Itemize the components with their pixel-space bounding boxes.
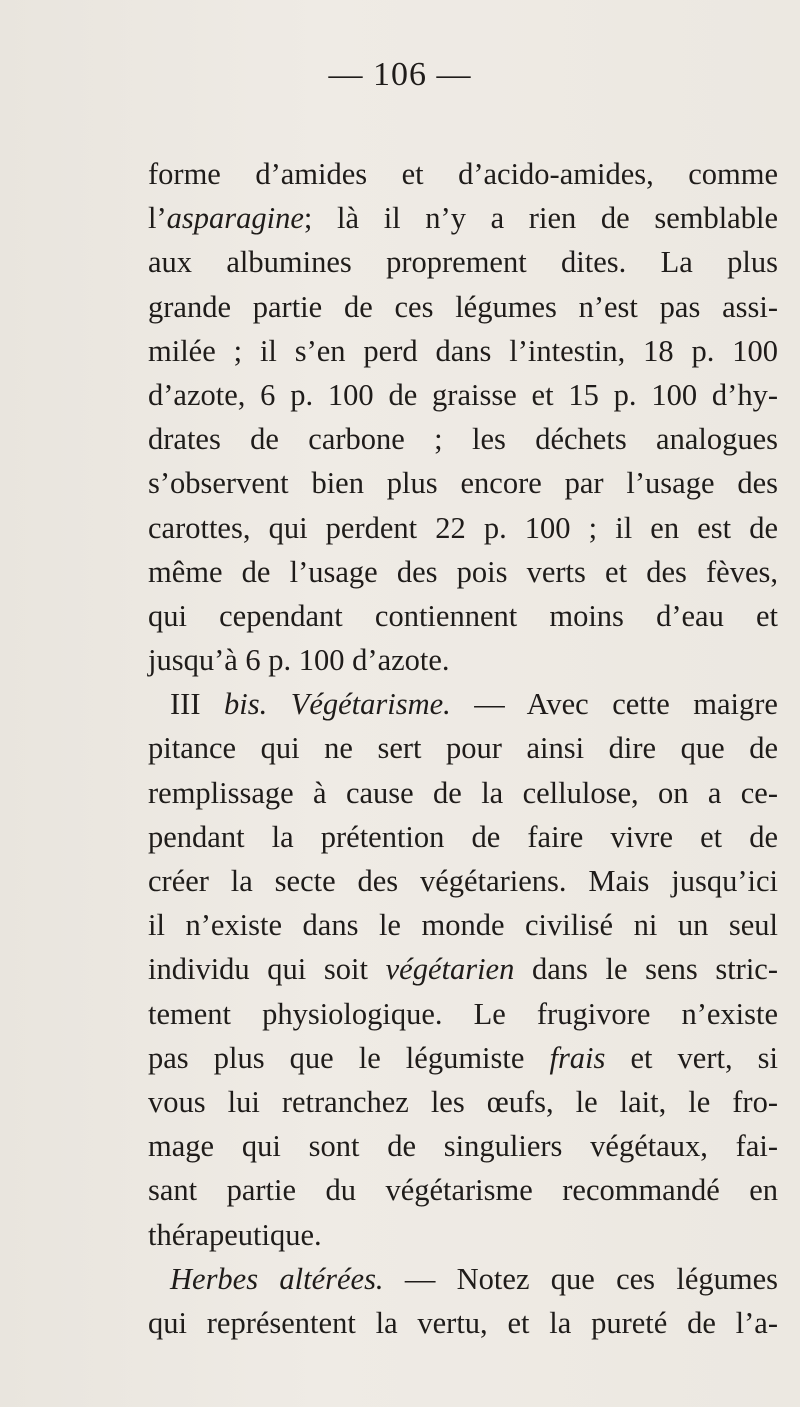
text-run: ; là il n’y a rien de semblable (303, 201, 778, 236)
text-line (148, 815, 778, 859)
italic-term: frais (549, 1040, 606, 1075)
text-run: créer la secte des végétariens. Mais jusqu’ici (148, 864, 778, 898)
text-run: thérapeutique. (148, 1217, 322, 1252)
text-run: grande partie de ces légumes n’est pas assi- (148, 289, 778, 324)
text-line (148, 1036, 778, 1080)
text-run: remplissage à cause de la cellulose, on a ce- (148, 775, 778, 810)
text-line (148, 1080, 778, 1124)
text-run: drates de carbone ; les déchets analogues (148, 422, 778, 457)
text-run: — Notez que ces légumes (383, 1261, 778, 1296)
text-run: vous lui retranchez les œufs, le lait, le fro- (148, 1084, 778, 1119)
text-line (148, 859, 778, 903)
text-line (148, 152, 778, 196)
text-run: forme d’amides et d’acido-amides, comme (148, 157, 778, 191)
text-run: mage qui sont de singuliers végétaux, fai- (148, 1129, 778, 1164)
text-line (148, 285, 778, 329)
text-line (148, 638, 778, 682)
section-heading-line (148, 682, 778, 726)
text-line (148, 726, 778, 770)
text-line (148, 594, 778, 638)
text-line (148, 461, 778, 505)
text-run: jusqu’à 6 p. 100 d’azote. (148, 643, 450, 678)
text-run: tement physiologique. Le frugivore n’existe (148, 996, 778, 1031)
text-run: qui cependant contiennent moins d’eau et (148, 598, 778, 633)
text-run: d’azote, 6 p. 100 de graisse et 15 p. 100 d’hy- (148, 377, 778, 412)
text-run: pitance qui ne sert pour ainsi dire que de (148, 731, 778, 766)
body-text (148, 152, 778, 1345)
text-run: il n’existe dans le monde civilisé ni un seul (148, 908, 778, 943)
text-run: qui représentent la vertu, et la pureté de l’a- (148, 1305, 778, 1340)
text-run: dans le sens stric- (514, 952, 778, 987)
text-line (148, 373, 778, 417)
text-line (148, 506, 778, 550)
text-line (148, 1124, 778, 1168)
text-run: pas plus que le légumiste (148, 1040, 550, 1075)
section-title: bis. Végétarisme. (223, 687, 451, 722)
section-number: III (170, 687, 224, 722)
page-number: — 106 — (328, 56, 472, 93)
section-title: Herbes altérées. (170, 1261, 384, 1296)
text-run: même de l’usage des pois verts et des fèves, (148, 554, 778, 589)
italic-term: asparagine (166, 201, 304, 236)
text-line (148, 1168, 778, 1212)
text-line (148, 771, 778, 815)
text-line (148, 550, 778, 594)
text-run: carottes, qui perdent 22 p. 100 ; il en est de (148, 510, 778, 545)
text-run: s’observent bien plus encore par l’usage des (148, 466, 778, 501)
text-run: aux albumines proprement dites. La plus (148, 245, 778, 280)
text-run: — Avec cette maigre (450, 687, 778, 722)
section-heading-line (148, 1257, 778, 1301)
text-line (148, 329, 778, 373)
text-line (148, 1301, 778, 1345)
italic-term: végétarien (385, 952, 515, 987)
text-run: l’ (148, 201, 167, 236)
text-line (148, 417, 778, 461)
text-line (148, 1213, 778, 1257)
text-line (148, 903, 778, 947)
text-run: sant partie du végétarisme recommandé en (148, 1173, 778, 1208)
text-run: et vert, si (605, 1040, 778, 1075)
text-line (148, 992, 778, 1036)
text-run: individu qui soit (148, 952, 386, 987)
text-line (148, 196, 778, 240)
text-line (148, 947, 778, 991)
text-line (148, 240, 778, 284)
text-run: milée ; il s’en perd dans l’intestin, 18 p. 100 (148, 333, 778, 368)
text-run: pendant la prétention de faire vivre et de (148, 819, 778, 854)
